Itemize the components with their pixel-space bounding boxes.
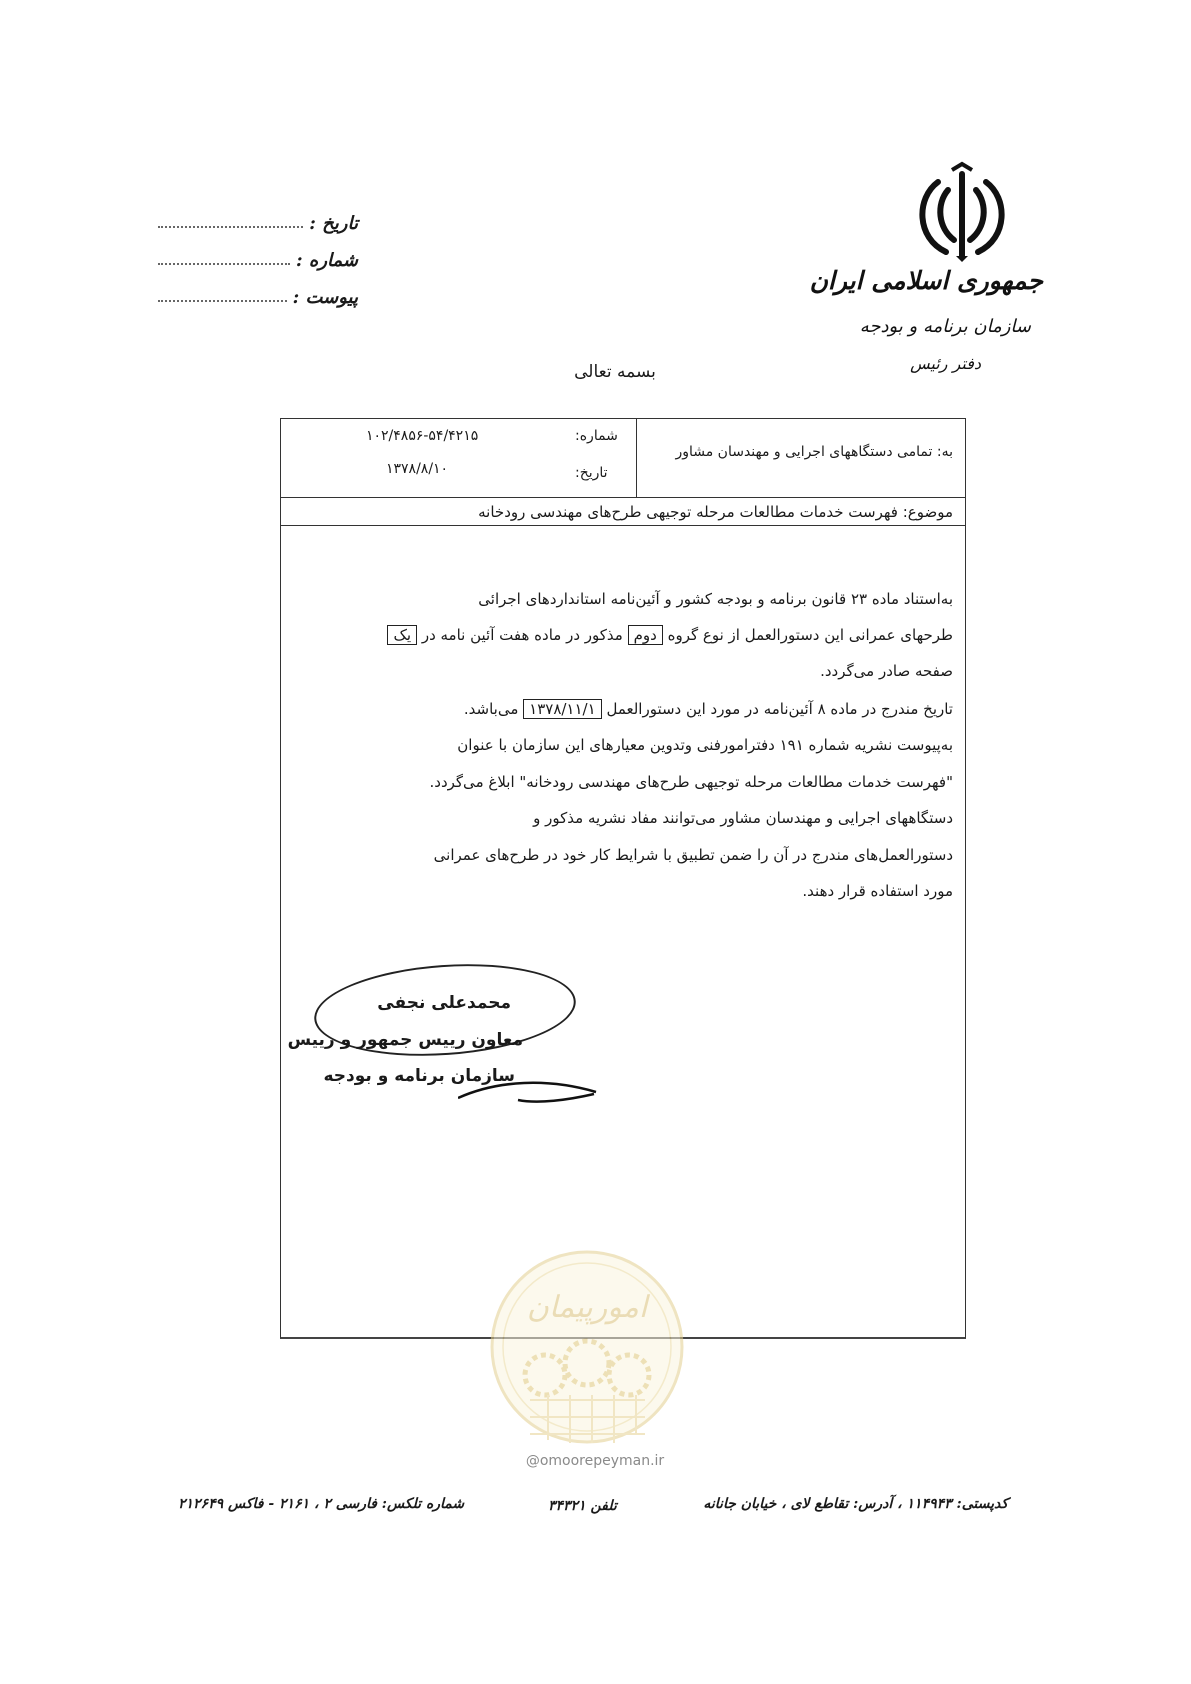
body-line: دستورالعمل‌های مندرج در آن را ضمن تطبیق با شرایط کار خود در طرح‌های عمرانی: [433, 846, 953, 864]
letter-frame: [280, 418, 966, 1339]
body-text: طرحهای عمرانی این دستورالعمل از نوع گروه: [667, 626, 953, 644]
signatory-name: محمدعلی نجفی: [377, 993, 511, 1013]
number-field: [158, 243, 358, 271]
body-line: [313, 699, 953, 719]
attachment-label: پیوست :: [292, 287, 358, 308]
body-line: به‌پیوست نشریه شماره ۱۹۱ دفترامورفنی وتدوین معیارهای این سازمان با عنوان: [457, 736, 953, 754]
head-divider-horizontal: [280, 497, 966, 498]
footer-address: کدپستی: ۱۱۴۹۴۳ ، آدرس: تقاطع لای ، خیابان جانانه: [703, 1496, 1008, 1512]
body-line: [313, 625, 953, 645]
body-line: به‌استناد ماده ۲۳ قانون برنامه و بودجه کشور و آئین‌نامه استانداردهای اجرائی: [478, 590, 953, 608]
office-name: دفتر رئیس: [910, 354, 981, 373]
head-divider-vertical: [636, 418, 637, 498]
letter-number-value: ۱۰۲/۴۸۵۶-۵۴/۴۲۱۵: [366, 428, 479, 444]
footer-telex-fax: شماره تلکس: فارسی ۲ ، ۲۱۶۱ - فاکس ۲۱۲۶۴۹: [178, 1496, 465, 1512]
signatory-title: معاون رییس جمهور و رییس: [287, 1030, 523, 1050]
organization-name: سازمان برنامه و بودجه: [859, 316, 1031, 337]
body-line: مورد استفاده قرار دهند.: [802, 882, 953, 900]
date-field: [158, 206, 358, 234]
watermark-logo: [490, 1245, 685, 1450]
body-line: "فهرست خدمات مطالعات مرحله توجیهی طرح‌های مهندسی رودخانه" ابلاغ می‌گردد.: [429, 773, 953, 791]
body-line: صفحه صادر می‌گردد.: [820, 662, 953, 680]
body-text: تاریخ مندرج در ماده ۸ آئین‌نامه در مورد این دستورالعمل: [606, 700, 953, 718]
group-box: دوم: [628, 625, 663, 645]
pages-box: یک: [387, 625, 417, 645]
bism-heading: بسمه تعالی: [574, 362, 656, 382]
recipient-line: به: تمامی دستگاههای اجرایی و مهندسان مشاور: [675, 444, 953, 460]
number-dotted-line: [158, 263, 290, 265]
signature-stroke: [458, 1070, 598, 1110]
signatory-organization: سازمان برنامه و بودجه: [323, 1066, 515, 1086]
country-name: جمهوری اسلامی ایران: [809, 266, 1043, 295]
body-text: مذکور در ماده هفت آئین نامه در: [421, 626, 623, 644]
watermark-logo-text: امورپیمان: [526, 1290, 648, 1325]
iran-emblem-icon: [908, 160, 1016, 264]
effective-date-box: ۱۳۷۸/۱۱/۱: [523, 699, 602, 719]
attachment-dotted-line: [158, 300, 287, 302]
letter-date-label: تاریخ:: [575, 465, 608, 481]
date-label: تاریخ :: [309, 213, 358, 234]
letter-number-label: شماره:: [575, 428, 618, 444]
body-text: می‌باشد.: [463, 700, 519, 718]
watermark-site: @omoorepeyman.ir: [525, 1453, 665, 1469]
body-line: دستگاههای اجرایی و مهندسان مشاور می‌توانند مفاد نشریه مذکور و: [533, 809, 953, 827]
letter-date-value: ۱۳۷۸/۸/۱۰: [386, 461, 449, 477]
attachment-field: [158, 280, 358, 308]
number-label: شماره :: [295, 250, 358, 271]
date-dotted-line: [158, 226, 303, 228]
footer-phone: تلفن ۳۴۳۲۱: [548, 1498, 617, 1514]
letter-subject: موضوع: فهرست خدمات مطالعات مرحله توجیهی طرح‌های مهندسی رودخانه: [478, 503, 953, 521]
